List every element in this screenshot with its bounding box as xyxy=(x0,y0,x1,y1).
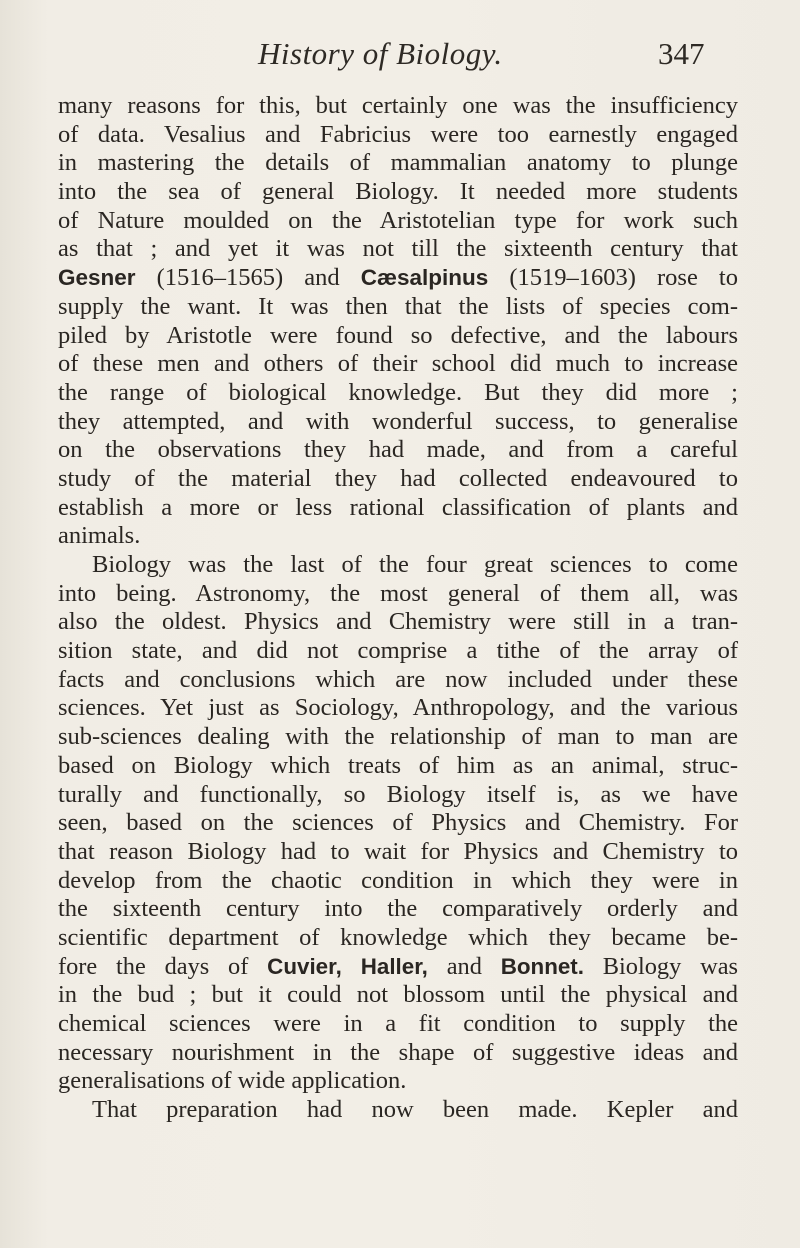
text-line: facts and conclusions which are now included under these xyxy=(58,665,738,693)
text-line: seen, based on the sciences of Physics and Chemistry. For xyxy=(58,809,738,837)
text-line: That preparation had now been made. Kepler and xyxy=(92,1096,738,1124)
text-line: scientific department of knowledge which they became be- xyxy=(58,923,738,951)
text-line: as that ; and yet it was not till the sixteenth century that xyxy=(58,235,738,263)
text-line: fore the days of Cuvier, Haller, and Bonnet. Biology was xyxy=(58,952,738,980)
running-title: History of Biology. xyxy=(258,36,503,71)
text-line: sciences. Yet just as Sociology, Anthropology, and the various xyxy=(58,694,738,722)
text-line: many reasons for this, but certainly one was the insufficiency xyxy=(58,92,738,119)
text-line: piled by Aristotle were found so defective, and the labours xyxy=(58,321,738,349)
text-line: sition state, and did not comprise a tithe of the array of xyxy=(58,637,738,665)
name-gesner: Gesner xyxy=(58,265,136,291)
text-line: chemical sciences were in a fit condition to supply the xyxy=(58,1010,738,1037)
text-line: based on Biology which treats of him as an animal, struc- xyxy=(58,751,738,779)
text-line: that reason Biology had to wait for Physics and Chemistry to xyxy=(58,837,738,865)
text-line: necessary nourishment in the shape of suggestive ideas and xyxy=(58,1038,738,1066)
text-line: generalisations of wide application. xyxy=(58,1067,407,1095)
text-line: turally and functionally, so Biology itself is, as we have xyxy=(58,780,738,808)
name-caesalpinus: Cæsalpinus xyxy=(360,265,489,291)
text-line: of these men and others of their school did much to increase xyxy=(58,350,738,378)
text-line: Gesner (1516–1565) and Cæsalpinus (1519–1603) rose to xyxy=(58,264,738,292)
text-line: into the sea of general Biology. It needed more students xyxy=(58,178,738,206)
text-line: sub-sciences dealing with the relationship of man to man are xyxy=(58,723,738,751)
text-line: the sixteenth century into the comparatively orderly and xyxy=(58,895,738,923)
text-line: develop from the chaotic condition in which they were in xyxy=(58,866,738,894)
running-head xyxy=(0,36,800,76)
text-line: of Nature moulded on the Aristotelian type for work such xyxy=(58,206,738,234)
text-line: in mastering the details of mammalian anatomy to plunge xyxy=(58,149,738,177)
text-line: supply the want. It was then that the lists of species com- xyxy=(58,292,738,320)
text-line: they attempted, and with wonderful success, to generalise xyxy=(58,407,738,435)
page-number: 347 xyxy=(658,36,705,71)
text-line: in the bud ; but it could not blossom until the physical and xyxy=(58,981,738,1009)
text-line: also the oldest. Physics and Chemistry were still in a tran- xyxy=(58,608,738,636)
text-line: the range of biological knowledge. But they did more ; xyxy=(58,378,738,406)
body-text xyxy=(58,92,738,1125)
text-line: study of the material they had collected endeavoured to xyxy=(58,464,738,492)
text-line: on the observations they had made, and from a careful xyxy=(58,436,738,464)
text-line: of data. Vesalius and Fabricius were too earnestly engaged xyxy=(58,120,738,148)
text-line: establish a more or less rational classification of plants and xyxy=(58,493,738,521)
name-cuvier-haller: Cuvier, Haller, xyxy=(267,953,428,979)
text-line: animals. xyxy=(58,522,141,550)
text-line: into being. Astronomy, the most general of them all, was xyxy=(58,579,738,607)
name-bonnet: Bonnet. xyxy=(500,953,584,979)
text-line: Biology was the last of the four great sciences to come xyxy=(92,551,738,578)
